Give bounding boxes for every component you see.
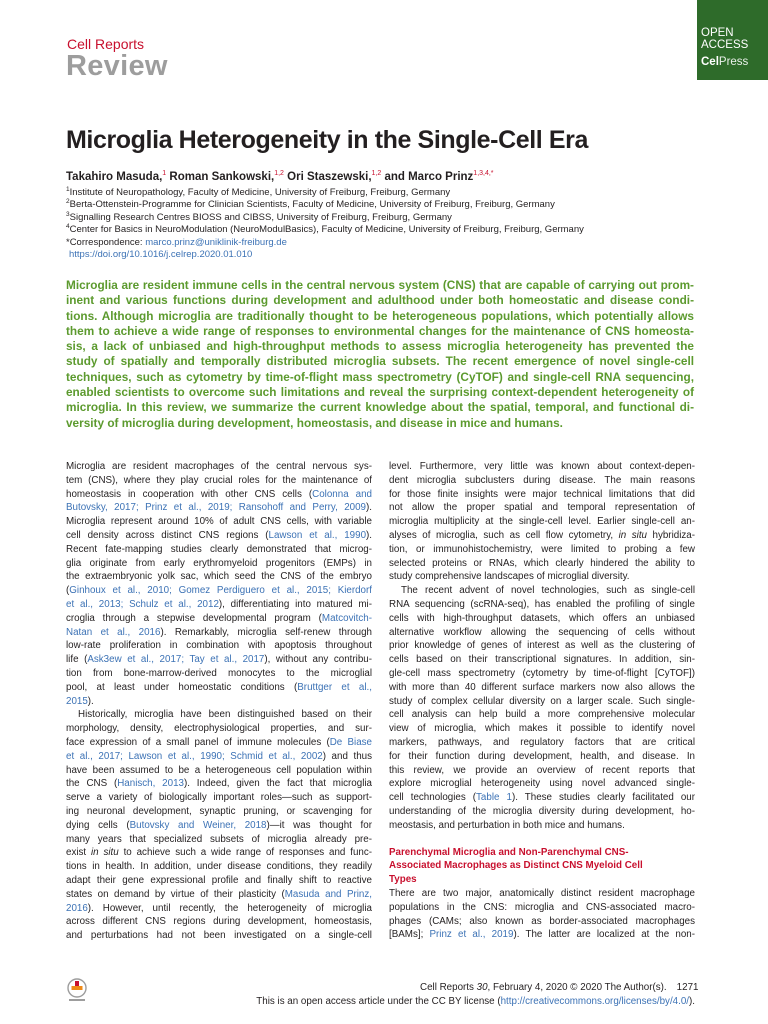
body-text: RNA sequencing (scRNA-seq), has enabled the profiling of single [389,598,695,610]
italic-term: in situ [618,529,647,541]
body-text-line [389,695,695,709]
body-text: ). Remarkably, microglia self-renew through [160,626,373,638]
body-text: tion from bone-marrow-derived monocytes to the microglial [66,667,372,679]
author-name: Ori Staszewski, [283,171,372,183]
body-text-line [66,819,372,833]
license-link[interactable]: http://creativecommons.org/licenses/by/4.0/ [500,996,690,1007]
body-text: and perturbations had not been investigated on a single-cell [66,930,372,942]
body-text: not allow the proper spatial and temporal representation of [389,502,695,514]
body-text-line [66,653,372,667]
body-text: phages (CAMs; also known as border-associated macrophages [389,915,695,927]
citation-link[interactable]: et al., 2017; Lawson et al., 1990; Schmid et al., 2002 [66,750,323,762]
license-text-end: ). [689,996,695,1007]
body-text: )—it was thought for [266,819,372,831]
body-text: cell technologies ( [389,792,477,804]
author-affiliation-marker: 1 [162,170,167,178]
body-text: face expression of a small panel of immune molecules ( [66,736,330,748]
affiliation-number: 3 [66,210,70,218]
affiliation-text: Institute of Neuropathology, Faculty of Medicine, University of Freiburg, Freiburg, Germany [69,187,451,198]
body-text-line [389,750,695,764]
body-text-line [66,598,372,612]
affiliation-number: 1 [66,185,70,193]
body-text-line [66,833,372,847]
body-text: prior knowledge of genes of interest as well as the clustering of [389,640,695,652]
body-text-line [389,791,695,805]
body-text: explore microglial heterogeneity using novel advanced single- [389,778,695,790]
body-text: ( [66,585,70,597]
body-text: serve a variety of biologically important roles—such as support- [66,792,372,804]
body-text: alyses of microglia, such as cell flow cytometry, [389,529,619,541]
author-name: and Marco Prinz [381,171,474,183]
open-access-line-2: ACCESS [701,39,749,51]
body-text: alternative workflow allowing the sequencing of cells without [389,626,695,638]
body-text-line [389,570,695,584]
body-text: tions in health. In addition, under disease conditions, they readily [66,861,372,873]
abstract-line: tions. Although microglia are traditionally thought to be heterogeneous populations, which potentially allows [66,308,694,323]
body-text-line [66,460,372,474]
author-list [66,171,494,183]
body-text: this review, we provide an overview of recent reports that [389,764,695,776]
body-text: croglia through a stepwise developmental program ( [66,612,322,624]
body-text-line [389,501,695,515]
body-text: ). The latter are localized at the non- [513,929,695,941]
affiliation-text: Berta-Ottenstein-Programme for Clinician Scientists, Faculty of Medicine, University of Freiburg, Freiburg, Germany [69,199,555,211]
body-text-line [66,488,372,502]
body-text: for their function during development, health, and disease. In [389,750,695,762]
citation-link[interactable]: Butovsky, 2017; Prinz et al., 2019; Ransohoff and Perry, 2009 [66,502,367,514]
affiliation-line [66,212,706,224]
body-text-line [66,557,372,571]
body-text: ) and thus [322,750,372,762]
body-text: have been assumed to be a heterogeneous cell population within [66,764,372,776]
body-text: the extraembryonic yolk sac, which seed the CNS of the embryo [66,571,372,583]
citation-link[interactable]: Bruttger et al., [297,681,372,693]
body-text: ing neuronal development, synaptic pruning, or scavenging for [66,805,372,817]
footer-volume: 30 [476,982,488,993]
section-subheading-line: Associated Macrophages as Distinct CNS Myeloid Cell [389,860,643,872]
affiliation-line [66,187,706,199]
abstract-line: sis, a lack of unbiased and high-throughput methods to assess microglia heterogeneity has prevented the [66,339,694,354]
cellpress-logo-press: Press [718,56,749,68]
body-text: understanding of the microglia diversity during development, ho- [389,805,695,817]
author-affiliation-marker: 1,2 [274,170,284,178]
abstract-line: enabled scientists to overcome such limitations and reveal the surprising context-dependent heterogeneity of [66,385,694,400]
section-subheading-line: Types [389,874,417,886]
body-text-line [389,460,695,474]
body-text: ). [366,502,372,514]
body-text: pool, at least under homeostatic conditions ( [66,681,298,693]
citation-link[interactable]: 2016 [66,902,88,914]
body-text-line [389,915,695,929]
citation-link[interactable]: Hanisch, 2013 [117,778,184,790]
author-name: Roman Sankowski, [166,171,275,183]
affiliation-text: Center for Basics in NeuroModulation (NeuroModulBasics), Faculty of Medicine, University of Freiburg, Freiburg, Germany [69,224,584,236]
section-label: Review [66,50,168,82]
body-text-line [66,915,372,929]
cellpress-logo-cel: Cel [701,56,719,68]
body-text-line [66,929,372,943]
body-text: life ( [66,654,88,666]
body-text: for those finite insights were major technical limitations that did [389,488,695,500]
abstract-line: Microglia are resident immune cells in the central nervous system (CNS) that are capable of carrying out prom- [66,278,694,292]
footer-citation [420,982,699,993]
body-text: ). These studies clearly facilitated our [511,792,696,804]
body-text: to achieve such a wide range of responses and func- [118,847,372,859]
affiliation-line [66,199,706,211]
body-text: [BAMs]; [389,929,430,941]
body-text: meostasis, and perturbation in both mice and humans. [389,819,625,831]
body-text-line [66,846,372,860]
body-text: gle-cell mass spectrometry (cytometry by time-of-flight [CyTOF]) [389,667,695,679]
body-text-line [389,543,695,557]
citation-link[interactable]: 2015 [66,695,88,707]
body-text: The recent advent of novel technologies, such as single-cell [401,585,695,597]
crossmark-icon[interactable] [66,978,88,1004]
citation-link[interactable]: Ginhoux et al., 2010; Gomez Perdiguero et al., 2015; Kierdorf [69,585,372,597]
affiliation-line [66,224,706,236]
body-text-line [389,681,695,695]
citation-link[interactable]: Ask3ew et al., 2017; Tay et al., 2017 [87,654,265,666]
body-text-line [389,653,695,667]
body-text-line [66,667,372,681]
body-text: Historically, microglia have been distinguished based on their [78,709,372,721]
body-text-line [66,681,372,695]
body-text: Microglia are resident macrophages of the central nervous sys- [66,461,372,472]
body-text-line [389,639,695,653]
citation-link[interactable]: Natan et al., 2016 [66,626,161,638]
body-text: cells based on their transcriptional signatures. In addition, sin- [389,654,695,666]
citation-link[interactable]: Prinz et al., 2019 [429,929,514,941]
body-text: populations in the CNS: microglia and CNS-associated macro- [389,901,695,913]
citation-link[interactable]: Masuda and Prinz, [284,888,372,900]
page-number: 1271 [676,982,699,993]
abstract-line: versity of microglia during development, homeostasis, and disease in mice and humans. [66,415,563,430]
footer-license [250,996,695,1007]
body-text: adapt their gene expressional profile and finally shift to reactive [66,874,372,886]
body-text-line [66,874,372,888]
body-text: exist [66,847,91,859]
body-text: across different CNS regions during development, homeostasis, [66,916,372,928]
citation-link[interactable]: Lawson et al., 1990 [268,529,367,541]
body-text-line [389,626,695,640]
body-text-line [389,819,695,833]
body-text: ). Indeed, given the fact that microglia [183,778,373,790]
abstract-line: inent and various functions during development and adulthood under both homeostatic and disease condi- [66,293,694,308]
body-text: with more than 40 different surface markers now also allows the [389,681,695,693]
body-text: tem (CNS), where they play crucial roles for the maintenance of [66,474,372,486]
body-text-line [66,777,372,791]
body-text: the CNS ( [66,778,118,790]
body-text-line [389,928,695,942]
body-text: ), without any contribu- [264,654,372,666]
citation-link[interactable]: et al., 2013; Schulz et al., 2012 [66,598,219,610]
body-text-line [389,612,695,626]
body-text-line [389,667,695,681]
body-column-left [66,460,372,943]
body-text: Recent fate-mapping studies clearly demonstrated that microg- [66,543,372,555]
body-text-line [66,764,372,778]
body-text-line [66,805,372,819]
body-text-line [389,557,695,571]
body-text-line [389,474,695,488]
footer-date-copyright: , February 4, 2020 © 2020 The Author(s). [487,982,667,993]
body-text-line [66,570,372,584]
article-title: Microglia Heterogeneity in the Single-Cell Era [66,126,588,154]
body-text: cells with high-throughput datasets, which offers an unbiased [389,612,695,624]
body-text-line [66,626,372,640]
body-text: Microglia represent around 10% of adult CNS cells, with variable [66,516,372,528]
affiliations [66,187,706,261]
body-text-line [389,722,695,736]
body-text-line [66,501,372,515]
body-text-line [66,529,372,543]
body-text: ). [366,529,372,541]
section-subheading [389,846,695,887]
affiliation-text: Signalling Research Centres BIOSS and CIBSS, University of Freiburg, Freiburg, Germany [69,211,452,223]
body-text: study of complex cellular diversity on a larger scale. Such single- [389,695,695,707]
affiliation-number: 2 [66,198,70,206]
body-text-line [66,791,372,805]
citation-link[interactable]: Butovsky and Weiner, 2018 [129,819,267,831]
abstract-line: techniques, such as cytometry by time-of-flight mass spectrometry (CyTOF) and single-cell RNA sequencing, [66,369,694,384]
body-text: ). [87,695,94,707]
cellpress-logo [697,56,768,68]
body-text-line [66,474,372,488]
license-text: This is an open access article under the CC BY license ( [256,996,501,1007]
body-text-line [389,488,695,502]
body-text-line [389,529,695,543]
body-text-line [66,612,372,626]
body-text: tion, or immunohistochemistry, were limited to probing a few [389,543,695,555]
body-text-line [389,777,695,791]
body-column-right [389,460,695,942]
correspondence [66,237,706,249]
body-text: selected proteins or RNAs, which clearly hindered the ability to [389,557,695,569]
affiliation-number: 4 [66,223,70,231]
body-text: glia originate from early erythromyeloid progenitors (EMPs) in [66,557,372,569]
body-text-line [389,887,695,901]
body-text: morphology, density, electrophysiological properties, and sur- [66,723,372,735]
body-text-line [389,598,695,612]
body-text: cell analysis can help build a more comprehensive molecular [389,709,695,721]
open-access-badge [697,0,768,80]
citation-link[interactable]: Matcovitch- [321,612,372,624]
body-text: microglia multiplicity at the single-cell level. Earlier single-cell an- [389,516,695,528]
body-text-line [66,543,372,557]
open-access-line-1: OPEN [701,27,734,39]
body-text-line [66,750,372,764]
citation-link[interactable]: De Biase [329,736,372,748]
correspondence-email-link[interactable]: marco.prinz@uniklinik-freiburg.de [145,236,287,248]
body-text: states on demand by virtue of their plasticity ( [66,888,285,900]
abstract-line: microglia. In this review, we summarize the current knowledge about the spatial, temporal, and functional di- [66,400,694,415]
abstract-line: them to achieve a wide range of responses to environmental changes for the maintenance of CNS homeosta- [66,323,694,338]
abstract-line: study of spatially and temporally distributed microglia subsets. The recent emergence of novel single-cell [66,354,694,369]
author-affiliation-marker: 1,3,4,* [473,170,494,178]
body-text: dent microglia subclusters during disease. The main reasons [389,474,695,486]
body-text-line [66,888,372,902]
body-text-line [389,805,695,819]
body-text-line [66,515,372,529]
journal-name: Cell Reports [67,36,145,52]
body-text-line [66,584,372,598]
body-text-line [389,901,695,915]
body-text-line [389,764,695,778]
body-text-line [66,860,372,874]
body-text: many years that specialized subsets of microglia already pre- [66,833,372,845]
body-text-line [66,639,372,653]
body-text-line [389,515,695,529]
body-text: cell density across distinct CNS regions ( [66,529,269,541]
abstract [66,278,694,431]
section-subheading-line: Parenchymal Microglia and Non-Parenchymal CNS- [389,846,629,858]
body-text-line [66,695,372,709]
body-text: level. Furthermore, very little was known about context-depen- [389,461,695,472]
correspondence-label: *Correspondence: [66,236,146,248]
body-text-line [66,722,372,736]
body-text-line [389,708,695,722]
body-text: hybridiza- [647,529,695,541]
body-text: markers, pathways, and regulatory factors that are critical [389,736,695,748]
italic-term: in situ [91,847,119,859]
body-text-line [389,736,695,750]
body-text: low-rate proliferation in combination with apoptosis throughout [66,640,372,652]
body-text-line [66,708,372,722]
body-text: dying cells ( [66,819,130,831]
footer-journal: Cell Reports [420,982,477,993]
body-text-line [66,902,372,916]
body-text: ). However, until recently, the heterogeneity of microglia [87,902,372,914]
body-text: There are two major, anatomically distinct resident macrophage [389,887,695,899]
citation-link[interactable]: Colonna and [312,488,372,500]
author-affiliation-marker: 1,2 [371,170,382,178]
doi-link[interactable]: https://doi.org/10.1016/j.celrep.2020.01.010 [69,249,253,261]
body-text: ), differentiating into matured mi- [218,598,372,610]
body-text-line [389,584,695,598]
body-text: study comprehensive landscapes of microglial diversity. [389,571,630,583]
doi-line [66,249,706,261]
body-text-line [66,736,372,750]
body-text: homeostasis in cooperation with other CNS cells ( [66,488,313,500]
body-text: view of microglia, which makes it possible to identify novel [389,723,695,735]
citation-link[interactable]: Table 1 [476,792,512,804]
author-name: Takahiro Masuda, [66,171,163,183]
